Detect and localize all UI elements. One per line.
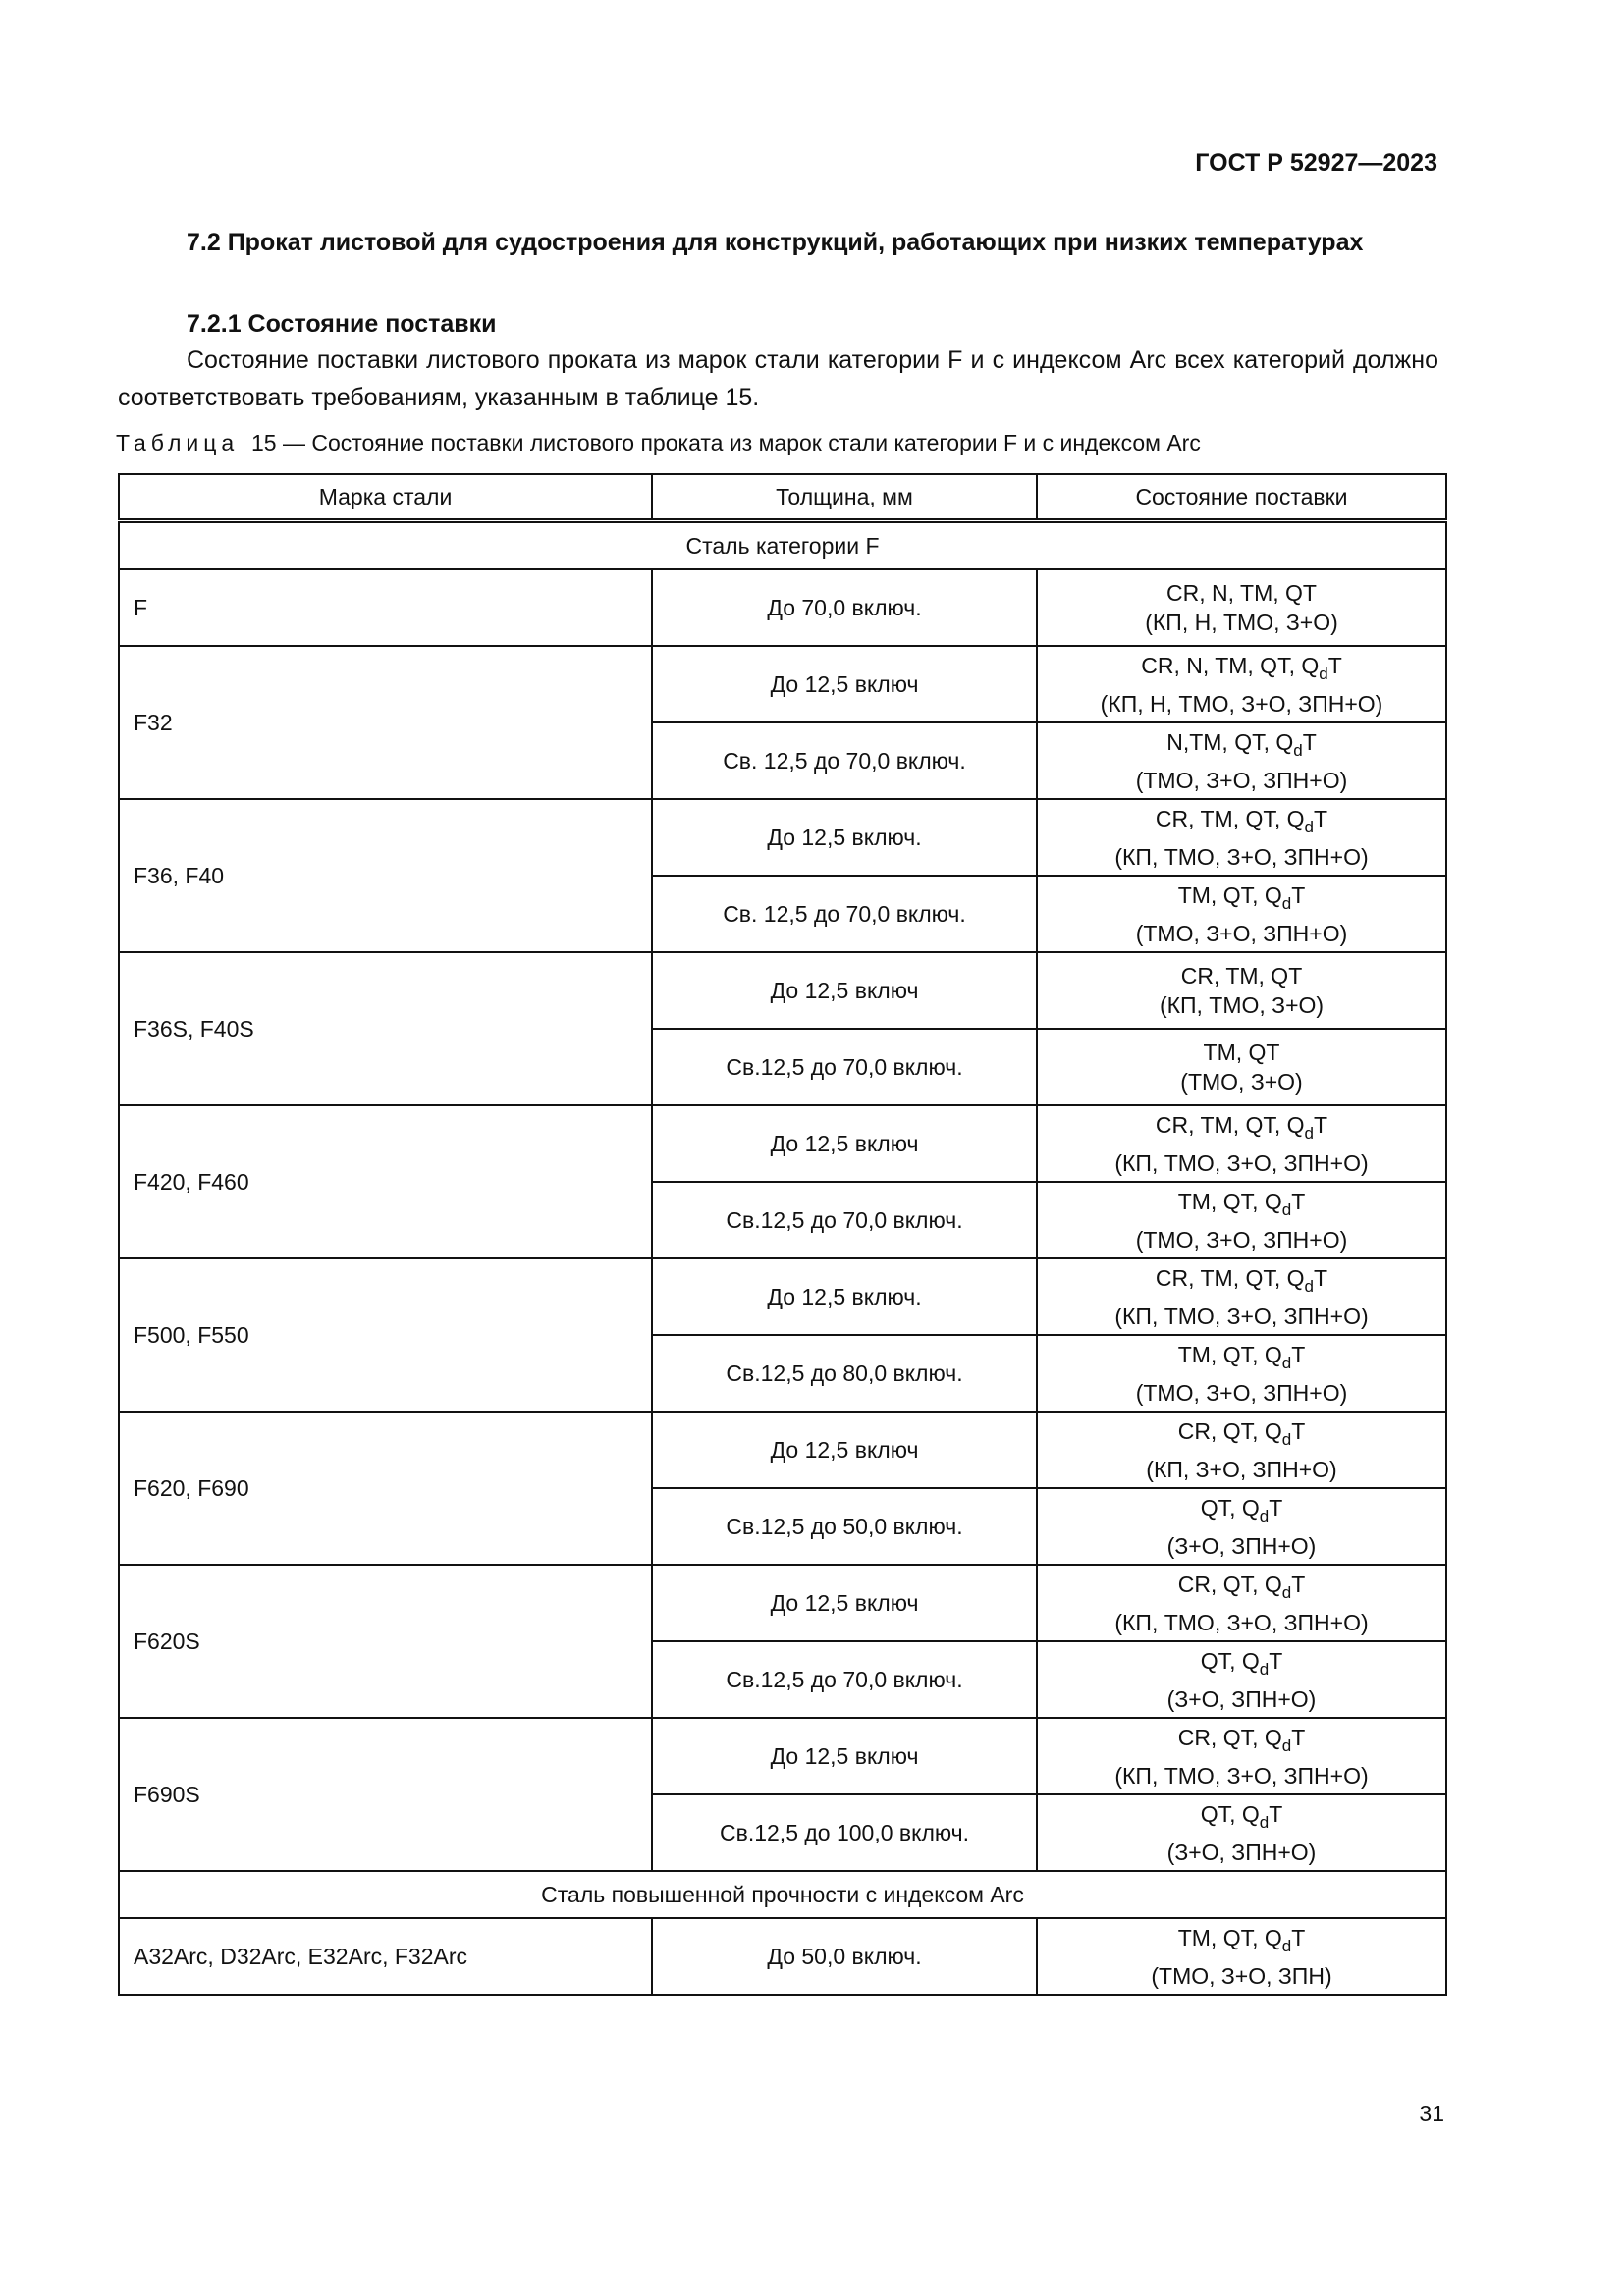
- condition-codes-tail: T: [1291, 881, 1306, 908]
- condition-codes-tail: T: [1269, 1647, 1283, 1674]
- condition-codes: [1046, 1646, 1437, 1684]
- condition-codes-tail: T: [1291, 1571, 1306, 1597]
- condition-codes: [1046, 1263, 1437, 1302]
- steel-grade-cell: F690S: [119, 1718, 652, 1871]
- condition-codes-text: TM, QT, Q: [1177, 1188, 1282, 1214]
- steel-grade-cell: A32Arc, D32Arc, E32Arc, F32Arc: [119, 1918, 652, 1995]
- condition-codes-russian: (ТМО, З+О): [1180, 1069, 1303, 1095]
- subscript: d: [1281, 1735, 1292, 1755]
- condition-codes-text: CR, N, TM, QT: [1166, 580, 1317, 606]
- table-row: [119, 1565, 1446, 1641]
- condition-codes-tail: T: [1269, 1800, 1283, 1827]
- condition-codes-russian: (ТМО, З+О, ЗПН+О): [1135, 1379, 1348, 1406]
- condition-codes-text: TM, QT, Q: [1177, 1341, 1282, 1367]
- condition-codes-tail: T: [1291, 1188, 1306, 1214]
- column-header-thickness: Толщина, мм: [652, 474, 1037, 521]
- subsection-heading: 7.2.1 Состояние поставки: [187, 310, 497, 338]
- group-row: [119, 521, 1446, 570]
- delivery-condition-cell: [1037, 1718, 1446, 1794]
- condition-codes: [1046, 1110, 1437, 1148]
- table-row: [119, 646, 1446, 722]
- condition-codes-russian: (З+О, ЗПН+О): [1166, 1532, 1317, 1559]
- condition-codes: [1046, 804, 1437, 842]
- thickness-cell: До 12,5 включ.: [652, 799, 1037, 876]
- condition-codes-russian: (КП, ТМО, З+О, ЗПН+О): [1114, 1303, 1369, 1329]
- table-header-row: [119, 474, 1446, 521]
- condition-codes-russian: (З+О, ЗПН+О): [1166, 1839, 1317, 1865]
- condition-codes-russian: (З+О, ЗПН+О): [1166, 1685, 1317, 1712]
- delivery-condition-cell: [1037, 569, 1446, 646]
- condition-codes-tail: T: [1314, 1111, 1328, 1138]
- delivery-condition-cell: [1037, 1918, 1446, 1995]
- column-header-grade: Марка стали: [119, 474, 652, 521]
- steel-grade-cell: F620, F690: [119, 1412, 652, 1565]
- condition-codes: [1046, 1416, 1437, 1455]
- condition-codes-text: TM, QT: [1203, 1040, 1280, 1065]
- table-row: [119, 1718, 1446, 1794]
- steel-grade-cell: F: [119, 569, 652, 646]
- table-row: [119, 952, 1446, 1029]
- subscript: d: [1319, 664, 1328, 683]
- thickness-cell: Св.12,5 до 70,0 включ.: [652, 1641, 1037, 1718]
- condition-codes: [1046, 1340, 1437, 1378]
- body-paragraph: Состояние поставки листового проката из марок стали категории F и с индексом Arc всех категорий должно соответствовать требованиям, указанным в таблице 15.: [118, 347, 1438, 411]
- condition-codes-russian: (ТМО, З+О, ЗПН+О): [1135, 920, 1348, 946]
- delivery-condition-cell: [1037, 722, 1446, 799]
- delivery-condition-cell: [1037, 876, 1446, 952]
- subscript: d: [1281, 1429, 1292, 1449]
- condition-codes-tail: T: [1314, 805, 1328, 831]
- condition-codes-text: CR, TM, QT: [1180, 963, 1303, 988]
- group-title: Сталь категории F: [119, 521, 1446, 570]
- steel-grade-cell: F36, F40: [119, 799, 652, 952]
- delivery-condition-cell: [1037, 1182, 1446, 1258]
- condition-codes: [1046, 578, 1437, 608]
- table-row: [119, 1258, 1446, 1335]
- thickness-cell: До 12,5 включ.: [652, 1258, 1037, 1335]
- condition-codes-text: CR, N, TM, QT, Q: [1141, 652, 1320, 678]
- condition-codes: [1046, 1038, 1437, 1067]
- condition-codes-text: CR, TM, QT, Q: [1155, 805, 1305, 831]
- condition-codes-russian: (КП, ТМО, З+О, ЗПН+О): [1114, 843, 1369, 870]
- condition-codes: [1046, 727, 1437, 766]
- condition-codes-text: CR, TM, QT, Q: [1155, 1264, 1305, 1291]
- condition-codes-tail: T: [1291, 1724, 1306, 1750]
- thickness-cell: Св.12,5 до 50,0 включ.: [652, 1488, 1037, 1565]
- table-row: [119, 1412, 1446, 1488]
- group-row: [119, 1871, 1446, 1918]
- table-body: [119, 521, 1446, 1996]
- subscript: d: [1281, 1582, 1292, 1602]
- thickness-cell: До 12,5 включ: [652, 952, 1037, 1029]
- condition-codes: [1046, 1799, 1437, 1838]
- table-row: [119, 1105, 1446, 1182]
- condition-codes-text: CR, QT, Q: [1177, 1571, 1282, 1597]
- delivery-condition-cell: [1037, 1029, 1446, 1105]
- thickness-cell: Св. 12,5 до 70,0 включ.: [652, 722, 1037, 799]
- steel-grade-cell: F32: [119, 646, 652, 799]
- subscript: d: [1259, 1659, 1270, 1679]
- table-caption-text: 15 — Состояние поставки листового проката из марок стали категории F и с индексом Arc: [250, 430, 1201, 455]
- condition-codes-russian: (КП, ТМО, З+О, ЗПН+О): [1114, 1762, 1369, 1789]
- table-caption: [116, 430, 1201, 456]
- delivery-condition-cell: [1037, 1488, 1446, 1565]
- condition-codes-russian: (ТМО, З+О, ЗПН+О): [1135, 767, 1348, 793]
- condition-codes-russian: (КП, З+О, ЗПН+О): [1146, 1456, 1337, 1482]
- condition-codes-russian: (ТМО, З+О, ЗПН): [1151, 1962, 1332, 1989]
- delivery-condition-cell: [1037, 1258, 1446, 1335]
- subscript: d: [1259, 1812, 1270, 1832]
- thickness-cell: Св.12,5 до 100,0 включ.: [652, 1794, 1037, 1871]
- table-row: [119, 799, 1446, 876]
- thickness-cell: До 50,0 включ.: [652, 1918, 1037, 1995]
- condition-codes: [1046, 881, 1437, 919]
- delivery-condition-cell: [1037, 799, 1446, 876]
- subscript: d: [1259, 1506, 1270, 1525]
- subscript: d: [1304, 817, 1315, 836]
- table-caption-label: Таблица: [116, 430, 240, 455]
- condition-codes: [1046, 1723, 1437, 1761]
- condition-codes-tail: T: [1291, 1341, 1306, 1367]
- subscript: d: [1281, 1936, 1292, 1955]
- section-heading: 7.2 Прокат листовой для судостроения для конструкций, работающих при низких температурах: [187, 229, 1364, 256]
- condition-codes-text: CR, QT, Q: [1177, 1724, 1282, 1750]
- subscript: d: [1304, 1123, 1315, 1143]
- delivery-condition-cell: [1037, 1335, 1446, 1412]
- condition-codes: [1046, 961, 1437, 990]
- condition-codes-russian: (КП, Н, ТМО, З+О, ЗПН+О): [1100, 690, 1383, 717]
- thickness-cell: До 70,0 включ.: [652, 569, 1037, 646]
- condition-codes-russian: (КП, ТМО, З+О, ЗПН+О): [1114, 1149, 1369, 1176]
- condition-codes-tail: T: [1327, 652, 1342, 678]
- delivery-condition-cell: [1037, 646, 1446, 722]
- condition-codes-text: QT, Q: [1200, 1647, 1260, 1674]
- delivery-condition-cell: [1037, 1105, 1446, 1182]
- thickness-cell: До 12,5 включ: [652, 1718, 1037, 1794]
- condition-codes-text: QT, Q: [1200, 1800, 1260, 1827]
- condition-codes-tail: T: [1314, 1264, 1328, 1291]
- subscript: d: [1281, 893, 1292, 913]
- standard-number: ГОСТ Р 52927—2023: [1195, 149, 1437, 177]
- thickness-cell: Св.12,5 до 70,0 включ.: [652, 1182, 1037, 1258]
- condition-codes-tail: T: [1291, 1924, 1306, 1950]
- delivery-condition-cell: [1037, 1794, 1446, 1871]
- condition-codes-tail: T: [1291, 1417, 1306, 1444]
- condition-codes-russian: (КП, ТМО, З+О, ЗПН+О): [1114, 1609, 1369, 1635]
- thickness-cell: Св.12,5 до 80,0 включ.: [652, 1335, 1037, 1412]
- condition-codes-text: TM, QT, Q: [1177, 1924, 1282, 1950]
- subscript: d: [1281, 1353, 1292, 1372]
- steel-grade-cell: F500, F550: [119, 1258, 652, 1412]
- condition-codes: [1046, 1570, 1437, 1608]
- table-row: [119, 1918, 1446, 1995]
- condition-codes-text: QT, Q: [1200, 1494, 1260, 1521]
- group-title: Сталь повышенной прочности с индексом Arc: [119, 1871, 1446, 1918]
- steel-grade-cell: F420, F460: [119, 1105, 652, 1258]
- column-header-condition: Состояние поставки: [1037, 474, 1446, 521]
- condition-codes: [1046, 1187, 1437, 1225]
- delivery-condition-cell: [1037, 952, 1446, 1029]
- thickness-cell: Св.12,5 до 70,0 включ.: [652, 1029, 1037, 1105]
- condition-codes: [1046, 651, 1437, 689]
- condition-codes-russian: (КП, ТМО, З+О): [1159, 992, 1325, 1018]
- thickness-cell: Св. 12,5 до 70,0 включ.: [652, 876, 1037, 952]
- thickness-cell: До 12,5 включ: [652, 646, 1037, 722]
- subscript: d: [1304, 1276, 1315, 1296]
- condition-codes-text: CR, QT, Q: [1177, 1417, 1282, 1444]
- table-row: [119, 569, 1446, 646]
- thickness-cell: До 12,5 включ: [652, 1105, 1037, 1182]
- subscript: d: [1281, 1200, 1292, 1219]
- condition-codes-tail: T: [1302, 728, 1317, 755]
- condition-codes-text: TM, QT, Q: [1177, 881, 1282, 908]
- condition-codes-tail: T: [1269, 1494, 1283, 1521]
- condition-codes-text: N,TM, QT, Q: [1166, 728, 1294, 755]
- thickness-cell: До 12,5 включ: [652, 1412, 1037, 1488]
- delivery-condition-cell: [1037, 1412, 1446, 1488]
- condition-codes: [1046, 1493, 1437, 1531]
- condition-codes: [1046, 1923, 1437, 1961]
- delivery-condition-table: [118, 473, 1447, 1996]
- page-number: 31: [1419, 2101, 1444, 2126]
- thickness-cell: До 12,5 включ: [652, 1565, 1037, 1641]
- condition-codes-russian: (КП, Н, ТМО, З+О): [1145, 610, 1338, 635]
- condition-codes-text: CR, TM, QT, Q: [1155, 1111, 1305, 1138]
- steel-grade-cell: F36S, F40S: [119, 952, 652, 1105]
- delivery-condition-cell: [1037, 1565, 1446, 1641]
- subscript: d: [1293, 740, 1303, 760]
- delivery-condition-cell: [1037, 1641, 1446, 1718]
- condition-codes-russian: (ТМО, З+О, ЗПН+О): [1135, 1226, 1348, 1253]
- steel-grade-cell: F620S: [119, 1565, 652, 1718]
